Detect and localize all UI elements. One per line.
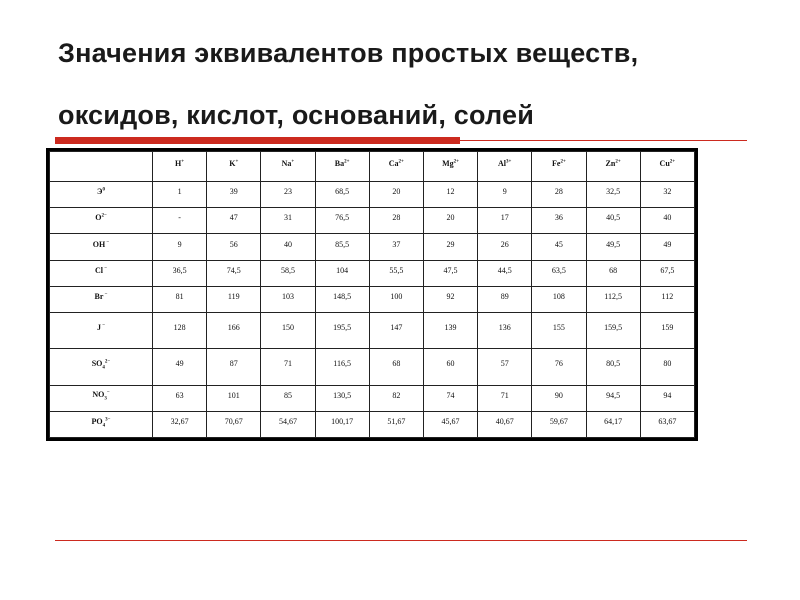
table-cell-value: [423, 349, 477, 385]
table-cell-value: [640, 411, 694, 437]
table-cell-value: [640, 286, 694, 312]
equivalent-value: 28: [392, 213, 401, 223]
equivalent-value: 82: [392, 390, 401, 400]
equivalent-value: 116,5: [333, 359, 351, 369]
equivalent-value: 85: [283, 390, 292, 400]
equivalent-value: 87: [229, 359, 238, 369]
table-cell-value: [207, 208, 261, 234]
equivalent-value: 130,5: [333, 390, 352, 400]
table-row: [50, 286, 695, 312]
equivalent-value: 23: [283, 187, 292, 197]
table-cell-value: [478, 411, 532, 437]
column-header-charge: 3+: [506, 159, 512, 165]
table-cell-value: [423, 313, 477, 349]
table-cell-value: [207, 313, 261, 349]
equivalent-value: 9: [502, 187, 507, 197]
table-row: [50, 313, 695, 349]
table-cell-value: [423, 234, 477, 260]
table-cell-value: [423, 208, 477, 234]
table-cell-value: [153, 182, 207, 208]
table-cell-value: [153, 313, 207, 349]
column-header-charge: +: [181, 159, 185, 165]
table-cell-value: [369, 385, 423, 411]
equivalent-value: 20: [392, 187, 401, 197]
table-cell-value: [586, 313, 640, 349]
row-header-charge: −: [103, 292, 108, 298]
equivalent-value: 76: [554, 359, 563, 369]
table-cell-value: [261, 208, 315, 234]
table-cell-value: [315, 313, 369, 349]
row-header-charge: 2−: [101, 213, 107, 219]
row-header-charge: 2−: [104, 359, 111, 365]
footer-rule: [55, 540, 747, 541]
column-header-symbol: Ca: [388, 159, 399, 168]
equivalent-value: 89: [500, 291, 509, 301]
header-row: [50, 152, 695, 182]
row-header-anion: [50, 313, 153, 349]
table-cell-value: [153, 260, 207, 286]
equivalent-value: 36,5: [172, 265, 187, 275]
table-cell-value: [261, 385, 315, 411]
equivalent-value: 47,5: [443, 265, 458, 275]
column-header-charge: 2+: [669, 159, 676, 165]
row-header-formula: Cl: [94, 265, 103, 275]
table-cell-value: [423, 260, 477, 286]
equivalent-value: 12: [446, 187, 455, 197]
equivalent-value: 92: [446, 291, 455, 301]
equivalent-value: 159: [661, 323, 674, 333]
table-row: [50, 385, 695, 411]
table-cell-value: [586, 208, 640, 234]
column-header-cation: [532, 152, 586, 182]
equivalent-value: 54,67: [278, 416, 297, 426]
column-header-cation: [478, 152, 532, 182]
equivalent-value: 39: [229, 187, 238, 197]
row-header-subscript: 4: [102, 365, 105, 371]
column-header-symbol: Zn: [605, 159, 616, 168]
equivalent-value: 67,5: [660, 265, 675, 275]
equivalent-value: 32,67: [170, 416, 189, 426]
column-header-symbol: H: [175, 159, 182, 168]
table-cell-value: [153, 286, 207, 312]
column-header-charge: 2+: [344, 159, 350, 165]
equivalent-value: 103: [281, 291, 294, 301]
equivalent-value: -: [178, 213, 181, 223]
equivalent-value: 1: [177, 187, 182, 197]
table-cell-value: [315, 349, 369, 385]
equivalent-value: 150: [281, 323, 294, 333]
table-cell-value: [532, 411, 586, 437]
table-cell-value: [532, 385, 586, 411]
table-cell-value: [532, 260, 586, 286]
equivalent-value: 40: [283, 239, 292, 249]
table-cell-value: [640, 313, 694, 349]
table-cell-value: [207, 286, 261, 312]
equivalent-value: 56: [229, 239, 238, 249]
column-header-symbol: K: [229, 159, 236, 168]
equivalent-value: 166: [227, 323, 240, 333]
table-cell-value: [640, 208, 694, 234]
row-header-formula: NO: [92, 390, 105, 400]
equivalent-value: 32: [663, 187, 672, 197]
column-header-charge: 2+: [398, 159, 404, 165]
equivalent-value: 74: [446, 390, 455, 400]
equivalent-value: 68,5: [335, 187, 350, 197]
table-cell-value: [640, 385, 694, 411]
row-header-anion: [50, 286, 153, 312]
table-cell-value: [586, 411, 640, 437]
table-cell-value: [532, 349, 586, 385]
table-cell-value: [640, 182, 694, 208]
equivalent-value: 104: [336, 265, 349, 275]
table-cell-value: [369, 313, 423, 349]
equivalent-value: 112: [661, 291, 674, 301]
row-header-formula: Br: [94, 291, 104, 301]
equivalent-value: 51,67: [387, 416, 406, 426]
column-header-charge: +: [291, 159, 295, 165]
equivalent-value: 55,5: [389, 265, 404, 275]
table-row: [50, 411, 695, 437]
equivalent-value: 147: [390, 323, 403, 333]
table-cell-value: [207, 385, 261, 411]
equivalent-value: 47: [229, 213, 238, 223]
row-header-formula: Э: [97, 187, 103, 197]
column-header-cation: [586, 152, 640, 182]
table-cell-value: [261, 313, 315, 349]
equivalent-value: 68: [392, 359, 401, 369]
table-cell-value: [207, 260, 261, 286]
equivalent-value: 74,5: [226, 265, 241, 275]
table-cell-value: [640, 234, 694, 260]
equivalent-value: 49,5: [606, 239, 621, 249]
equivalent-value: 32,5: [606, 187, 621, 197]
column-header-charge: 2+: [560, 159, 566, 165]
equivalent-value: 60: [446, 359, 455, 369]
table-cell-value: [207, 182, 261, 208]
row-header-anion: [50, 208, 153, 234]
table-cell-value: [640, 349, 694, 385]
row-header-charge: 0: [102, 187, 105, 193]
table-cell-value: [532, 234, 586, 260]
table-cell-value: [153, 385, 207, 411]
column-header-cation: [315, 152, 369, 182]
equivalents-table-frame: [46, 148, 698, 441]
equivalent-value: 20: [446, 213, 455, 223]
table-cell-value: [207, 234, 261, 260]
equivalent-value: 44,5: [497, 265, 512, 275]
table-cell-value: [261, 286, 315, 312]
equivalent-value: 128: [173, 323, 186, 333]
equivalent-value: 70,67: [224, 416, 243, 426]
equivalent-value: 26: [500, 239, 509, 249]
table-cell-value: [153, 349, 207, 385]
title-line-2: оксидов, кислот, оснований, солей: [58, 100, 535, 130]
equivalent-value: 40,67: [495, 416, 514, 426]
table-cell-value: [586, 260, 640, 286]
table-cell-value: [532, 208, 586, 234]
table-cell-value: [369, 234, 423, 260]
table-cell-value: [532, 313, 586, 349]
equivalent-value: 90: [554, 390, 563, 400]
column-header-symbol: Cu: [659, 159, 670, 168]
equivalent-value: 159,5: [604, 323, 623, 333]
table-cell-value: [207, 411, 261, 437]
equivalent-value: 139: [444, 323, 457, 333]
row-header-formula: OH: [92, 239, 106, 249]
column-header-cation: [207, 152, 261, 182]
equivalent-value: 40,5: [606, 213, 621, 223]
table-cell-value: [478, 313, 532, 349]
table-cell-value: [315, 182, 369, 208]
equivalent-value: 85,5: [335, 239, 350, 249]
column-header-cation: [369, 152, 423, 182]
table-cell-value: [532, 286, 586, 312]
equivalent-value: 31: [283, 213, 292, 223]
table-row: [50, 234, 695, 260]
equivalent-value: 80,5: [606, 359, 621, 369]
table-body: [50, 182, 695, 438]
table-cell-value: [261, 182, 315, 208]
equivalent-value: 49: [663, 239, 672, 249]
equivalent-value: 76,5: [335, 213, 350, 223]
table-cell-value: [315, 286, 369, 312]
table-cell-value: [423, 411, 477, 437]
row-header-formula: SO: [91, 359, 103, 369]
table-cell-value: [586, 182, 640, 208]
column-header-cation: [153, 152, 207, 182]
equivalent-value: 101: [227, 390, 240, 400]
table-cell-value: [153, 411, 207, 437]
equivalent-value: 100,17: [331, 416, 354, 426]
column-header-symbol: Na: [281, 159, 292, 168]
table-cell-value: [261, 234, 315, 260]
row-header-formula: PO: [91, 416, 103, 426]
equivalent-value: 45,67: [441, 416, 460, 426]
column-header-cation: [423, 152, 477, 182]
equivalent-value: 94,5: [606, 390, 621, 400]
equivalent-value: 45: [554, 239, 563, 249]
table-cell-value: [586, 349, 640, 385]
equivalent-value: 40: [663, 213, 672, 223]
row-header-anion: [50, 385, 153, 411]
equivalent-value: 59,67: [549, 416, 568, 426]
equivalent-value: 64,17: [604, 416, 623, 426]
title-underline-rule: [460, 140, 747, 141]
equivalent-value: 29: [446, 239, 455, 249]
column-header-symbol: Ba: [334, 159, 345, 168]
row-header-anion: [50, 349, 153, 385]
row-header-formula: J: [96, 323, 101, 333]
table-cell-value: [261, 349, 315, 385]
table-cell-value: [640, 260, 694, 286]
table-row: [50, 208, 695, 234]
table-cell-value: [369, 260, 423, 286]
row-header-charge: −: [100, 323, 106, 329]
table-cell-value: [423, 182, 477, 208]
row-header-charge: −: [102, 266, 108, 272]
row-header-anion: [50, 260, 153, 286]
table-cell-value: [315, 411, 369, 437]
table-cell-value: [586, 234, 640, 260]
equivalents-table: [49, 151, 695, 438]
table-cell-value: [423, 385, 477, 411]
equivalent-value: 37: [392, 239, 401, 249]
table-row: [50, 260, 695, 286]
column-header-symbol: Mg: [442, 159, 454, 168]
equivalent-value: 49: [175, 359, 184, 369]
table-cell-value: [478, 349, 532, 385]
equivalent-value: 195,5: [333, 323, 352, 333]
table-cell-value: [261, 260, 315, 286]
equivalent-value: 57: [500, 359, 509, 369]
row-header-charge: −: [105, 239, 110, 245]
equivalent-value: 71: [500, 390, 509, 400]
equivalent-value: 155: [552, 323, 565, 333]
row-header-formula: O: [95, 213, 102, 223]
table-cell-value: [369, 411, 423, 437]
equivalent-value: 136: [498, 323, 511, 333]
column-header-charge: 2+: [615, 159, 621, 165]
table-cell-value: [586, 286, 640, 312]
table-cell-value: [369, 182, 423, 208]
title-line-1: Значения эквивалентов простых веществ,: [58, 38, 639, 68]
column-header-cation: [640, 152, 694, 182]
table-cell-value: [423, 286, 477, 312]
column-header-symbol: Fe: [552, 159, 561, 168]
table-cell-value: [586, 385, 640, 411]
table-cell-value: [153, 234, 207, 260]
table-row: [50, 349, 695, 385]
table-cell-value: [315, 260, 369, 286]
equivalent-value: 36: [554, 213, 563, 223]
table-cell-value: [315, 208, 369, 234]
column-header-charge: 2+: [453, 159, 459, 165]
equivalent-value: 9: [177, 239, 182, 249]
equivalent-value: 80: [663, 359, 672, 369]
row-header-anion: [50, 234, 153, 260]
column-header-charge: +: [235, 159, 239, 165]
table-cell-value: [153, 208, 207, 234]
corner-cell: [50, 152, 153, 182]
table-cell-value: [478, 260, 532, 286]
row-header-charge: 3−: [105, 416, 111, 422]
column-header-cation: [261, 152, 315, 182]
table-cell-value: [478, 182, 532, 208]
equivalent-value: 71: [283, 359, 292, 369]
equivalent-value: 119: [227, 291, 240, 301]
table-cell-value: [478, 208, 532, 234]
column-header-symbol: Al: [498, 159, 507, 168]
table-cell-value: [369, 349, 423, 385]
equivalent-value: 63,5: [551, 265, 566, 275]
table-cell-value: [478, 234, 532, 260]
table-cell-value: [369, 208, 423, 234]
equivalent-value: 81: [175, 291, 184, 301]
table-cell-value: [478, 286, 532, 312]
row-header-anion: [50, 182, 153, 208]
table-cell-value: [532, 182, 586, 208]
row-header-anion: [50, 411, 153, 437]
row-header-subscript: 4: [102, 423, 106, 429]
row-header-subscript: 3: [104, 396, 107, 402]
table-cell-value: [315, 385, 369, 411]
slide-title: [58, 22, 758, 146]
equivalent-value: 108: [552, 291, 565, 301]
table-cell-value: [478, 385, 532, 411]
table-cell-value: [369, 286, 423, 312]
equivalent-value: 17: [500, 213, 509, 223]
title-accent-bar: [55, 137, 460, 144]
table-cell-value: [207, 349, 261, 385]
equivalent-value: 112,5: [604, 291, 622, 301]
table-cell-value: [315, 234, 369, 260]
row-header-charge: −: [106, 390, 110, 396]
equivalent-value: 94: [663, 390, 672, 400]
table-row: [50, 182, 695, 208]
table-cell-value: [261, 411, 315, 437]
equivalent-value: 63: [175, 390, 184, 400]
equivalent-value: 58,5: [280, 265, 295, 275]
equivalent-value: 148,5: [333, 291, 352, 301]
equivalent-value: 68: [609, 265, 618, 275]
equivalent-value: 28: [554, 187, 563, 197]
equivalent-value: 63,67: [658, 416, 677, 426]
equivalent-value: 100: [390, 291, 403, 301]
